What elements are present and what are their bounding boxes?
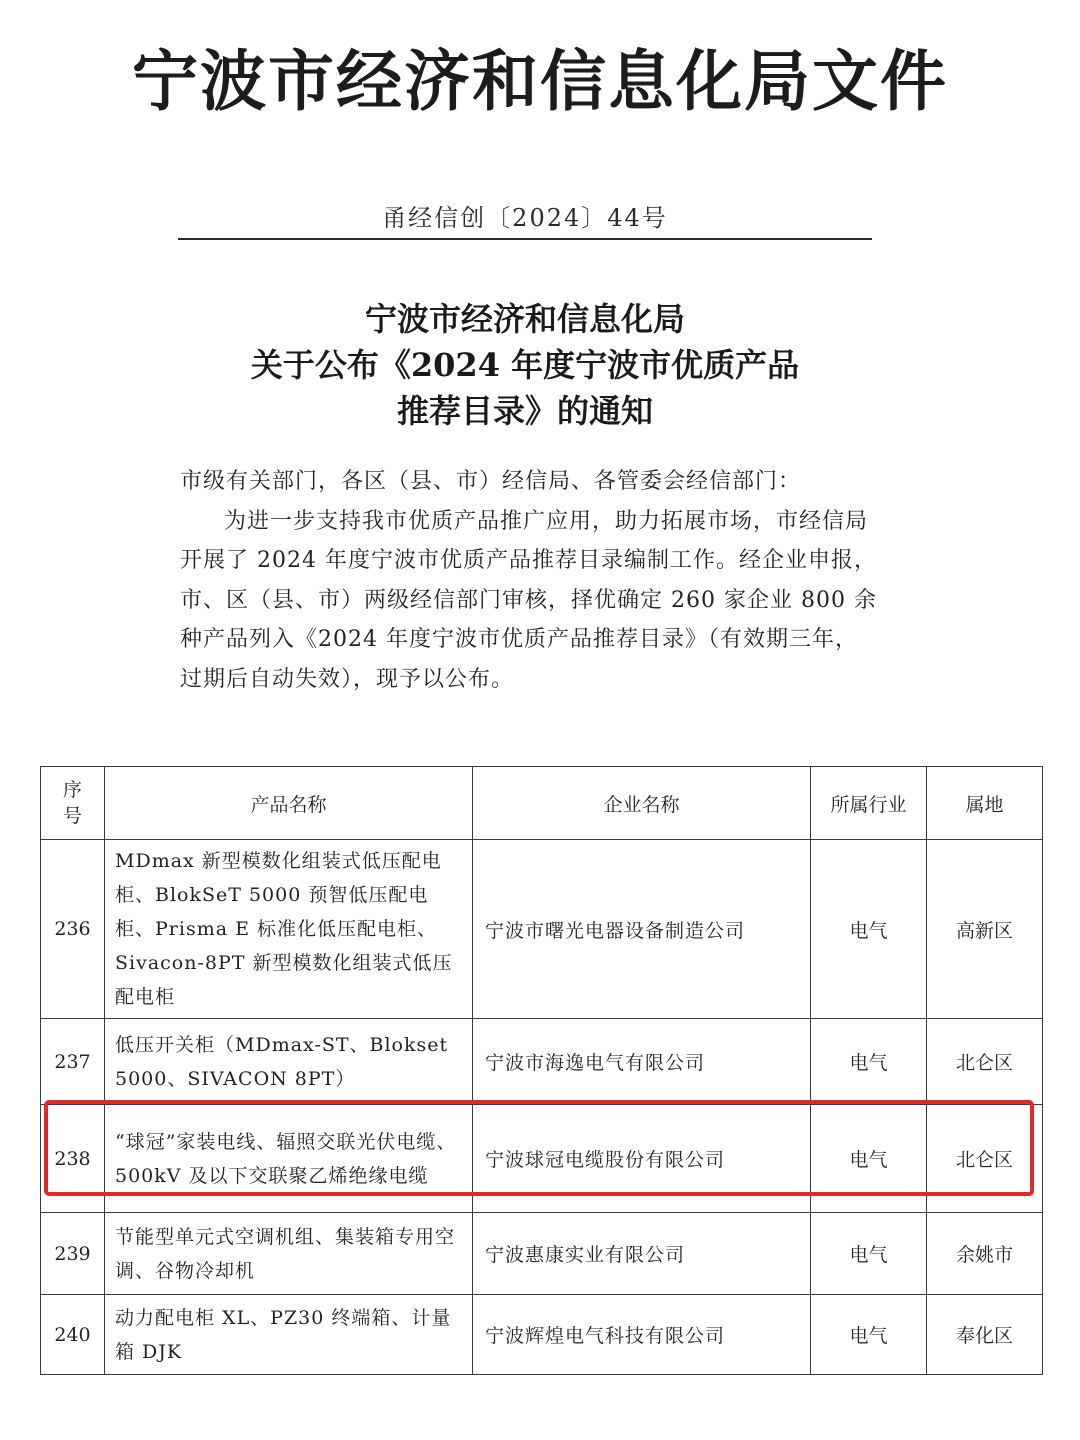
body-paragraph: 为进一步支持我市优质产品推广应用，助力拓展市场，市经信局开展了 2024 年度宁波市优质产品推荐目录编制工作。经企业申报，市、区（县、市）两级经信部门审核，择优确定 260 家企业 800 余种产品列入《2024 年度宁波市优质产品推荐目录》（有效期三年，过期后自动失效），现予以公布。 [180,508,877,692]
header-product-name: 产品名称 [105,767,473,840]
header-divider [178,238,872,240]
table-row [41,1213,1043,1295]
row-product: 低压开关柜（MDmax-ST、Blokset 5000、SIVACON 8PT） [105,1019,473,1105]
header-company-name: 企业名称 [473,767,811,840]
row-product: 节能型单元式空调机组、集装箱专用空调、谷物冷却机 [105,1213,473,1295]
header-location: 属地 [927,767,1043,840]
row-industry: 电气 [811,1213,927,1295]
row-industry: 电气 [811,1295,927,1375]
row-company: 宁波市海逸电气有限公司 [473,1019,811,1105]
row-seq: 237 [41,1019,105,1105]
table-row [41,840,1043,1019]
table-row [41,1019,1043,1105]
row-seq: 239 [41,1213,105,1295]
notice-title [0,296,1050,434]
notice-title-line: 推荐目录》的通知 [396,392,653,430]
row-seq: 236 [41,840,105,1019]
table-row [41,1105,1043,1213]
row-company: 宁波球冠电缆股份有限公司 [473,1105,811,1213]
row-seq: 238 [41,1105,105,1213]
notice-body [180,462,880,699]
table-header-row [41,767,1043,840]
row-product: 动力配电柜 XL、PZ30 终端箱、计量箱 DJK [105,1295,473,1375]
row-product: MDmax 新型模数化组装式低压配电柜、BlokSeT 5000 预智低压配电柜、Prisma E 标准化低压配电柜、Sivacon-8PT 新型模数化组装式低压配电柜 [105,840,473,1019]
row-industry: 电气 [811,1105,927,1213]
row-location: 奉化区 [927,1295,1043,1375]
row-company: 宁波惠康实业有限公司 [473,1213,811,1295]
header-seq: 序号 [41,767,105,840]
product-table [40,766,1043,1375]
row-product: “球冠”家装电线、辐照交联光伏电缆、500kV 及以下交联聚乙烯绝缘电缆 [105,1105,473,1213]
document-number: 甬经信创〔2024〕44号 [382,204,668,232]
table-row [41,1295,1043,1375]
row-location: 余姚市 [927,1213,1043,1295]
row-location: 高新区 [927,840,1043,1019]
row-industry: 电气 [811,1019,927,1105]
row-company: 宁波辉煌电气科技有限公司 [473,1295,811,1375]
notice-title-line: 宁波市经济和信息化局 [364,300,685,338]
row-company: 宁波市曙光电器设备制造公司 [473,840,811,1019]
row-location: 北仑区 [927,1019,1043,1105]
row-location: 北仑区 [927,1105,1043,1213]
row-industry: 电气 [811,840,927,1019]
document-header-title: 宁波市经济和信息化局文件 [132,43,948,120]
notice-title-line: 关于公布《2024 年度宁波市优质产品 [250,346,800,384]
row-seq: 240 [41,1295,105,1375]
salutation: 市级有关部门，各区（县、市）经信局、各管委会经信部门： [180,469,802,494]
header-industry: 所属行业 [811,767,927,840]
